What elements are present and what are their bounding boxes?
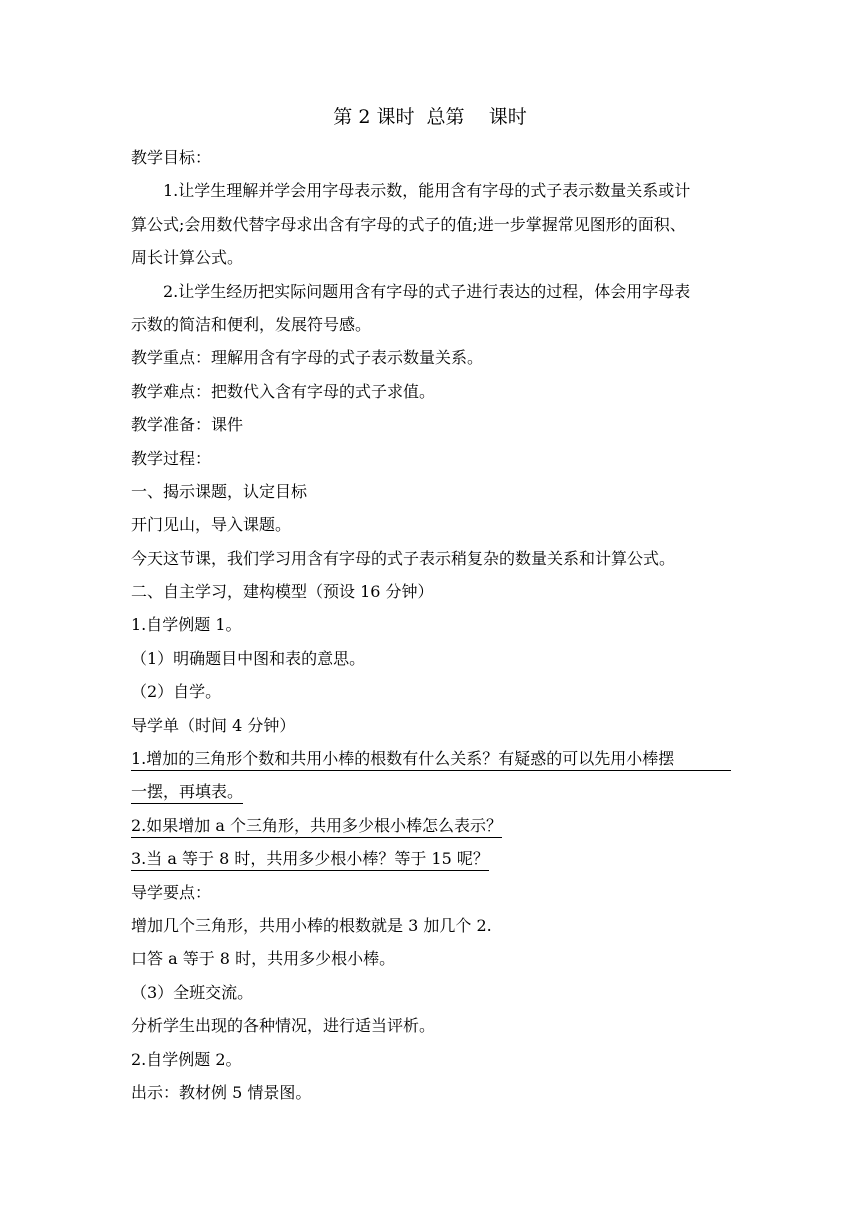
guide-question-3 <box>131 846 731 879</box>
key-point: 教学重点：理解用含有字母的式子表示数量关系。 <box>131 348 484 368</box>
section-2-heading: 二、自主学习，建构模型（预设 16 分钟） <box>131 582 434 602</box>
objective-2-line-2: 示数的简洁和便利，发展符号感。 <box>131 314 372 334</box>
analysis-text: 分析学生出现的各种情况，进行适当评析。 <box>131 1016 436 1036</box>
step-3: （3）全班交流。 <box>131 982 254 1002</box>
objective-1-line-3: 周长计算公式。 <box>131 248 244 268</box>
objective-2-line-1: 2.让学生经历把实际问题用含有字母的式子进行表达的过程，体会用字母表 <box>163 281 691 301</box>
guide-question-1-line-1 <box>131 746 731 779</box>
heading-objectives: 教学目标： <box>131 148 212 167</box>
page-title: 第 2 课时 总第 课时 <box>333 106 527 128</box>
difficulty: 教学难点：把数代入含有字母的式子求值。 <box>131 381 436 401</box>
guide-question-3-text: 3.当 a 等于 8 时，共用多少根小棒？等于 15 呢？ <box>131 848 489 871</box>
example-1-heading: 1.自学例题 1。 <box>131 615 242 635</box>
guide-points-heading: 导学要点： <box>131 882 212 902</box>
document-body <box>131 145 731 1113</box>
guide-point-2: 口答 a 等于 8 时，共用多少根小棒。 <box>131 949 396 969</box>
guide-question-1-line-2 <box>131 779 731 812</box>
guide-question-1-text-cont: 一摆，再填表。 <box>131 781 243 804</box>
heading-process: 教学过程： <box>131 448 212 468</box>
section-1-text: 今天这节课，我们学习用含有字母的式子表示稍复杂的数量关系和计算公式。 <box>131 548 676 568</box>
guide-sheet-heading: 导学单（时间 4 分钟） <box>131 715 296 735</box>
step-2: （2）自学。 <box>131 682 222 702</box>
section-1-heading: 一、揭示课题，认定目标 <box>131 481 308 501</box>
example-2-heading: 2.自学例题 2。 <box>131 1049 242 1069</box>
section-1-intro: 开门见山，导入课题。 <box>131 515 292 535</box>
objective-1-line-1: 1.让学生理解并学会用字母表示数，能用含有字母的式子表示数量关系或计 <box>163 181 691 201</box>
guide-question-2 <box>131 813 731 846</box>
step-1: （1）明确题目中图和表的意思。 <box>131 648 366 668</box>
guide-point-1: 增加几个三角形，共用小棒的根数就是 3 加几个 2. <box>131 915 492 935</box>
guide-question-2-text: 2.如果增加 a 个三角形，共用多少根小棒怎么表示？ <box>131 815 502 838</box>
example-2-show: 出示：教材例 5 情景图。 <box>131 1082 312 1102</box>
guide-question-1-text: 1.增加的三角形个数和共用小棒的根数有什么关系？有疑惑的可以先用小棒摆 <box>131 748 731 771</box>
objective-1-line-2: 算公式;会用数代替字母求出含有字母的式子的值;进一步掌握常见图形的面积、 <box>131 214 686 234</box>
preparation: 教学准备：课件 <box>131 415 244 435</box>
